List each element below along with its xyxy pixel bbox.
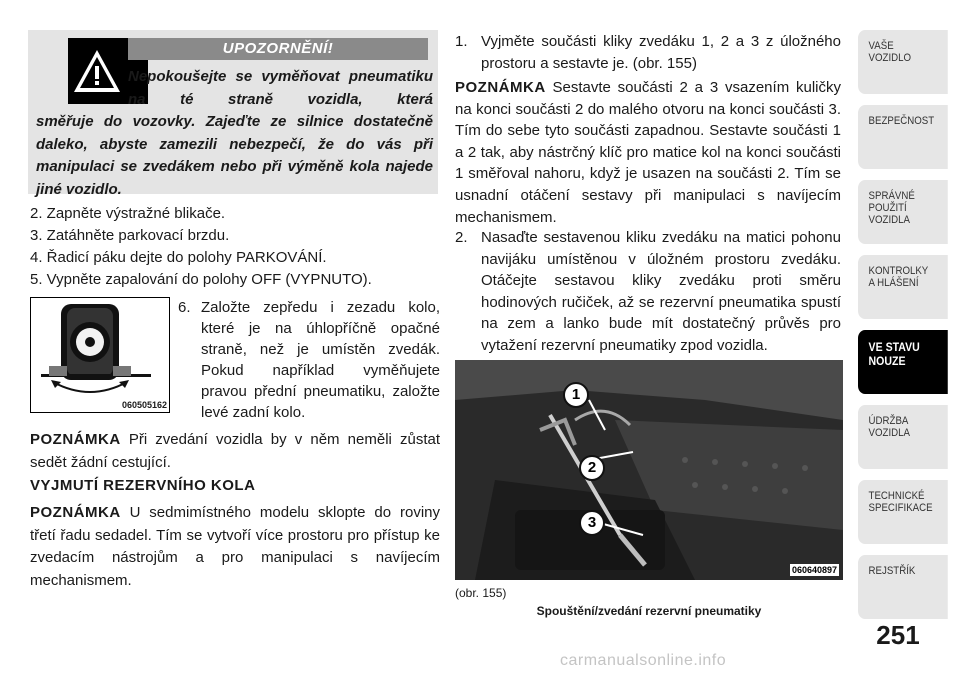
note-label: POZNÁMKA [30, 431, 121, 448]
figure-code: 060640897 [791, 565, 837, 575]
tab-technicke-specifikace[interactable]: TECHNICKÉ SPECIFIKACE [858, 480, 948, 544]
right-step-2-number: 2. [455, 229, 468, 246]
tab-rejstrik[interactable]: REJSTŘÍK [858, 555, 948, 619]
warning-text-rest: směřuje do vozovky. Zajeďte ze silnice dostatečně daleko, abyste zamezili nebezpečí, že do vás při manipulaci se zvedákem nebo při výměně kola najede jiné vozidlo. [36, 113, 433, 198]
note-third-row [30, 502, 440, 592]
right-step-2-text: Nasaďte sestavenou kliku zvedáku na matici pohonu navijáku umístěnou v úložném prostoru zvedáku. Otáčejte sestavou kliky zvedáku proti směru hodinových ručiček, až se rezervní pneumatika spustí na zem a lanko bude mít dostatečný průvěs pro vytažení rezervní pneumatiky zpod vozidla. [481, 229, 841, 354]
right-note [455, 77, 841, 228]
note-text: U sedmimístného modelu sklopte do roviny třetí řadu sedadel. Tím se vytvoří více prostoru pro přístup ke zvedacím nástrojům a pro manipulaci s navíjecím mechanismem. [30, 504, 440, 589]
tab-udrzba[interactable]: ÚDRŽBA VOZIDLA [858, 405, 948, 469]
callout-2: 2 [579, 455, 605, 481]
wheel-chock-illustration [31, 298, 169, 412]
step-2: 2. Zapněte výstražné blikače. [30, 205, 226, 222]
section-heading: VYJMUTÍ REZERVNÍHO KOLA [30, 477, 256, 494]
note-label: POZNÁMKA [455, 79, 546, 96]
step-6-text: Založte zepředu i zezadu kolo, které je na úhlopříčně opačné straně, než je umístěn zvedák. Pokud například vyměňujete pravou přední pneumatiku, založte levé zadní kolo. [201, 299, 440, 421]
note-passengers [30, 429, 440, 474]
step-6-number: 6. [178, 299, 191, 316]
wheel-chock-figure [30, 297, 170, 413]
warning-title: UPOZORNĚNÍ! [128, 38, 428, 60]
tab-spravne-pouziti[interactable]: SPRÁVNÉ POUŽITÍ VOZIDLA [858, 180, 948, 244]
note-text: Sestavte součásti 2 a 3 vsazením kuličky na konci součásti 2 do malého otvoru na konci součásti 3. Tím do sebe tyto součásti zapadnou. Sestavte součásti 1 a 2 tak, aby nástrčný klíč pro matice kol na konci součásti 1 směřoval nahoru, když je usazen na součásti 2. Tím se usnadní otáčení sestavy při manipulaci s navíjecím mechanismem. [455, 79, 842, 226]
warning-box [28, 30, 438, 198]
watermark: carmanualsonline.info [560, 652, 727, 669]
right-step-1 [455, 31, 841, 74]
callout-3: 3 [579, 510, 605, 536]
spare-tire-winch-photo [455, 360, 843, 580]
step-4: 4. Řadicí páku dejte do polohy PARKOVÁNÍ. [30, 249, 327, 266]
right-step-1-text: Vyjměte součásti kliky zvedáku 1, 2 a 3 z úložného prostoru a sestavte je. (obr. 155) [481, 33, 841, 72]
page-number: 251 [876, 620, 920, 650]
note-label: POZNÁMKA [30, 504, 121, 521]
cargo-area-illustration [455, 360, 843, 580]
tab-vase-vozidlo[interactable]: VAŠE VOZIDLO [858, 30, 948, 94]
right-step-1-number: 1. [455, 33, 468, 50]
step-6 [178, 297, 440, 423]
figure-caption: Spouštění/zvedání rezervní pneumatiky [536, 604, 762, 618]
tab-bezpecnost[interactable]: BEZPEČNOST [858, 105, 948, 169]
step-5: 5. Vypněte zapalování do polohy OFF (VYPNUTO). [30, 271, 372, 288]
tab-ve-stavu-nouze[interactable]: VE STAVU NOUZE [858, 330, 948, 394]
figure-reference: (obr. 155) [455, 586, 507, 600]
warning-text-first: Nepokoušejte se vyměňovat pneumatiku na té straně vozidla, která [128, 68, 433, 108]
figure-code: 060505162 [121, 400, 167, 410]
note-text: Při zvedání vozidla by v něm neměli zůstat sedět žádní cestující. [30, 431, 441, 471]
step-3: 3. Zatáhněte parkovací brzdu. [30, 227, 230, 244]
tab-kontrolky[interactable]: KONTROLKY A HLÁŠENÍ [858, 255, 948, 319]
callout-1: 1 [563, 382, 589, 408]
right-step-2 [455, 227, 841, 357]
